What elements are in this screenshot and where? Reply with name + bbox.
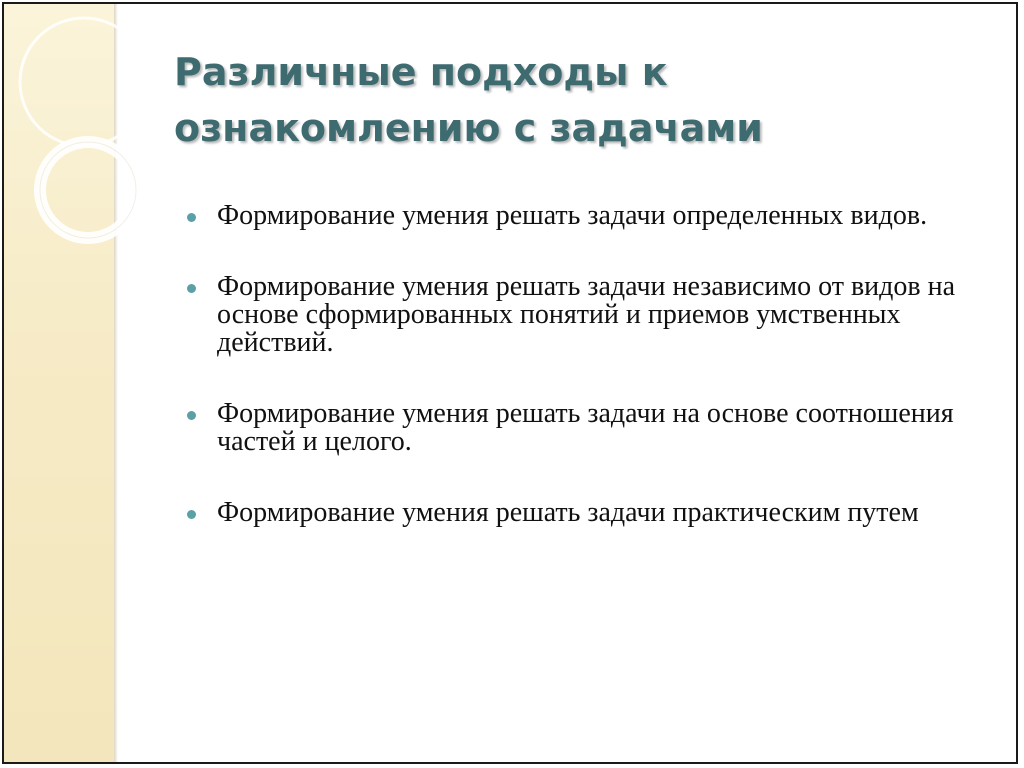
- slide-frame: [2, 2, 1018, 764]
- bullet-item-1: [187, 202, 987, 230]
- bullet-text-3: Формирование умения решать задачи на основе соотношения частей и целого.: [217, 398, 954, 457]
- bullet-item-3: [187, 400, 987, 456]
- bullet-item-4: [187, 499, 987, 527]
- bullet-item-2: [187, 273, 987, 357]
- bullet-list: [187, 202, 987, 570]
- bullet-text-4: Формирование умения решать задачи практическим путем: [217, 497, 919, 528]
- slide-title: Различные подходы к ознакомлению с задачами: [174, 50, 763, 150]
- bullet-dot-icon: [187, 284, 196, 293]
- bullet-text-2: Формирование умения решать задачи независимо от видов на основе сформированных понятий и приемов умственных действий.: [217, 271, 956, 358]
- bullet-dot-icon: [187, 510, 196, 519]
- bullet-dot-icon: [187, 411, 196, 420]
- decorative-rings: [4, 4, 144, 264]
- bullet-dot-icon: [187, 213, 196, 222]
- bullet-text-1: Формирование умения решать задачи определенных видов.: [217, 200, 928, 231]
